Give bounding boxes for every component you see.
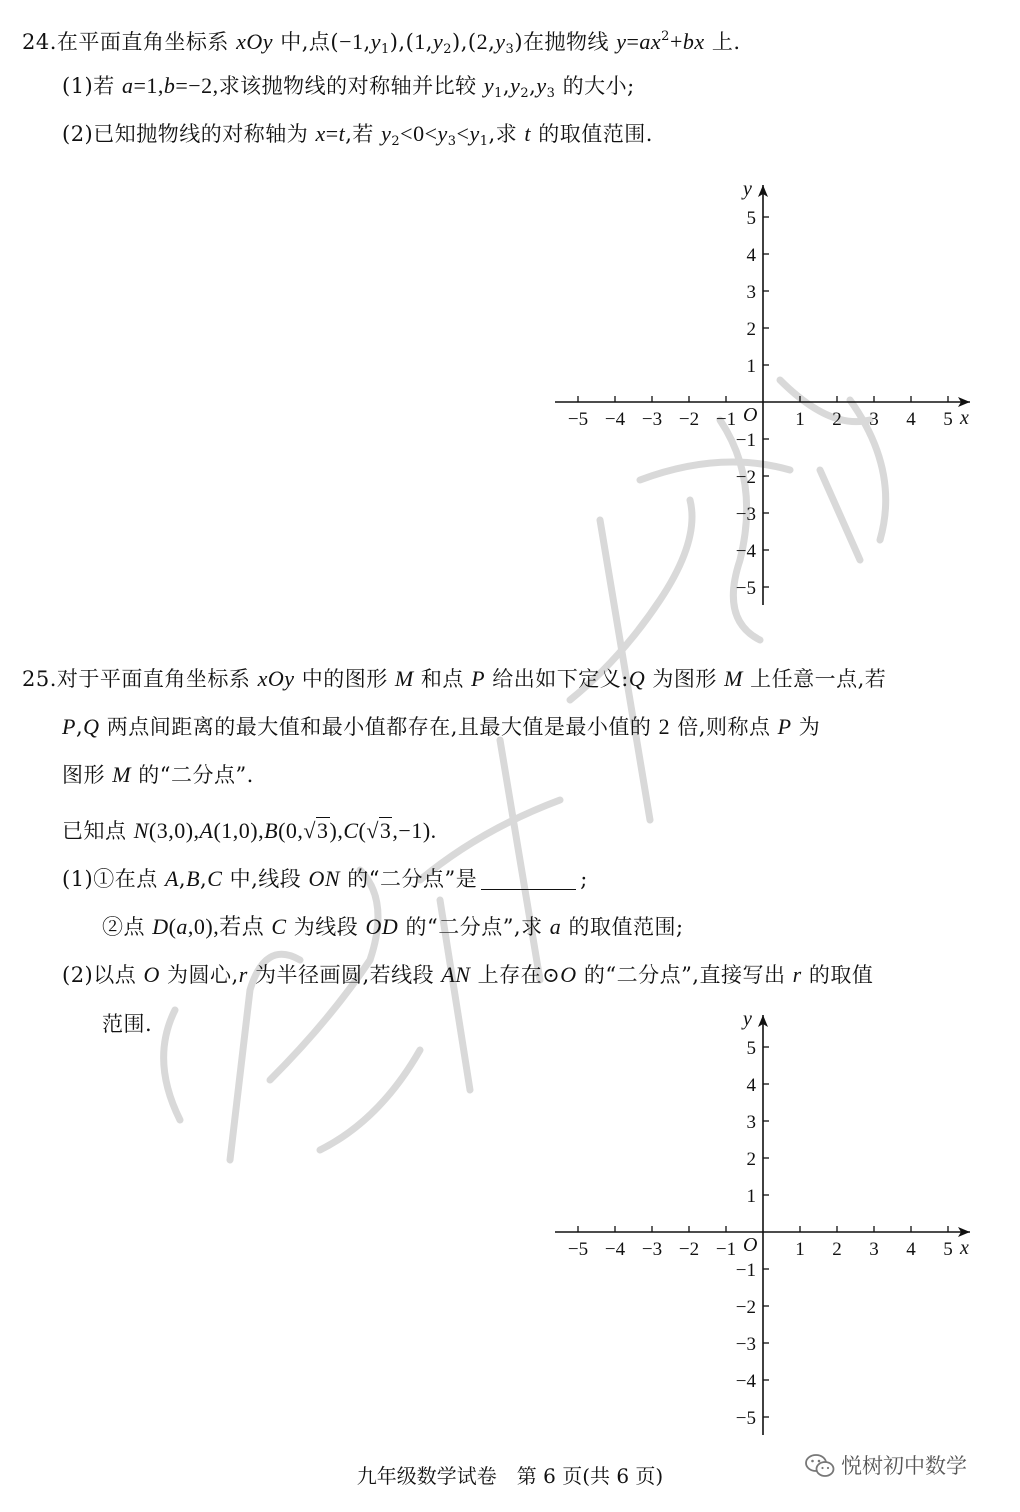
y-tick-label: 1 [746, 356, 756, 377]
origin-label: O [743, 1234, 758, 1256]
x-tick-label: 3 [869, 1239, 879, 1260]
q25-number: 25. [22, 667, 57, 691]
x-tick-label: −1 [715, 409, 737, 430]
q25-part1-2: ②点 D(a,0),若点 C 为线段 OD 的“二分点”,求 a 的取值范围; [102, 914, 684, 939]
x-tick-label: −4 [604, 1239, 626, 1260]
y-tick-label: −1 [735, 1260, 756, 1281]
x-axis-label: x [960, 1237, 969, 1259]
y-tick-label: −5 [735, 1408, 756, 1429]
x-tick-label: −3 [641, 1239, 663, 1260]
y-tick-label: 3 [746, 282, 756, 303]
x-tick-label: −5 [567, 1239, 589, 1260]
y-tick-label: 5 [746, 208, 756, 229]
y-tick-label: 4 [746, 1075, 756, 1096]
x-tick-label: −3 [641, 409, 663, 430]
y-tick-label: 4 [746, 245, 756, 266]
coordinate-grid-q24 [550, 180, 990, 620]
q25-part2: (2)以点 O 为圆心,r 为半径画圆,若线段 AN 上存在⊙O 的“二分点”,直接写出 r 的取值 [62, 962, 874, 987]
q25-part1-1: (1)①在点 A,B,C 中,线段 ON 的“二分点”是 ; [62, 866, 588, 891]
x-tick-label: 5 [943, 409, 953, 430]
origin-label: O [743, 404, 758, 426]
x-tick-label: 2 [832, 1239, 842, 1260]
x-tick-label: −1 [715, 1239, 737, 1260]
q24-part1: (1)若 a=1,b=−2,求该抛物线的对称轴并比较 $y_1,y_2,y_3$ 的大小; [62, 73, 635, 101]
x-tick-label: 2 [832, 409, 842, 430]
y-tick-label: −3 [735, 1334, 756, 1355]
x-tick-label: −4 [604, 409, 626, 430]
answer-blank[interactable] [481, 867, 576, 890]
y-tick-label: 2 [746, 319, 756, 340]
y-tick-label: −5 [735, 578, 756, 599]
y-tick-label: 5 [746, 1038, 756, 1059]
x-tick-label: −5 [567, 409, 589, 430]
y-tick-label: −4 [735, 541, 756, 562]
y-tick-label: 1 [746, 1186, 756, 1207]
y-tick-label: −3 [735, 504, 756, 525]
y-tick-label: 3 [746, 1112, 756, 1133]
x-tick-label: 5 [943, 1239, 953, 1260]
x-tick-label: 1 [795, 409, 805, 430]
y-tick-label: 2 [746, 1149, 756, 1170]
x-tick-label: 1 [795, 1239, 805, 1260]
q25-stem-line2: P,Q 两点间距离的最大值和最小值都存在,且最大值是最小值的 2 倍,则称点 P 为 [62, 714, 821, 739]
brand-badge [805, 1450, 967, 1480]
q25-stem-line1: 25.对于平面直角坐标系 xOy 中的图形 M 和点 P 给出如下定义:Q 为图形 M 上任意一点,若 [22, 666, 887, 691]
q24-number: 24. [22, 30, 57, 54]
page-footer: 九年级数学试卷 第 6 页(共 6 页) [356, 1464, 664, 1488]
q24-stem: 24.在平面直角坐标系 xOy 中,点$(-1,y_1),(1,y_2),(2,y_3)$在抛物线 $y=ax^2+bx$ 上. [22, 29, 741, 57]
y-tick-label: −2 [735, 467, 756, 488]
x-axis-label: x [960, 407, 969, 429]
q25-given-points: 已知点 N(3,0),A(1,0),B(0,√3),C(√3,−1). [62, 818, 437, 843]
y-tick-label: −2 [735, 1297, 756, 1318]
x-tick-label: 4 [906, 1239, 916, 1260]
x-tick-label: 4 [906, 409, 916, 430]
brand-name: 悦树初中数学 [841, 1454, 967, 1478]
y-tick-label: −4 [735, 1371, 756, 1392]
wechat-icon [805, 1453, 835, 1479]
q25-part2-cont: 范围. [102, 1012, 153, 1036]
y-tick-label: −1 [735, 430, 756, 451]
q24-part2: (2)已知抛物线的对称轴为 x=t,若 $y_2<0<y_3<y_1$,求 t 的取值范围. [62, 121, 653, 149]
y-axis-label: y [743, 1010, 752, 1030]
y-axis-label: y [743, 180, 752, 200]
x-tick-label: −2 [678, 409, 700, 430]
coordinate-grid-q25 [550, 1010, 990, 1450]
x-tick-label: 3 [869, 409, 879, 430]
q25-stem-line3: 图形 M 的“二分点”. [62, 762, 254, 787]
x-tick-label: −2 [678, 1239, 700, 1260]
